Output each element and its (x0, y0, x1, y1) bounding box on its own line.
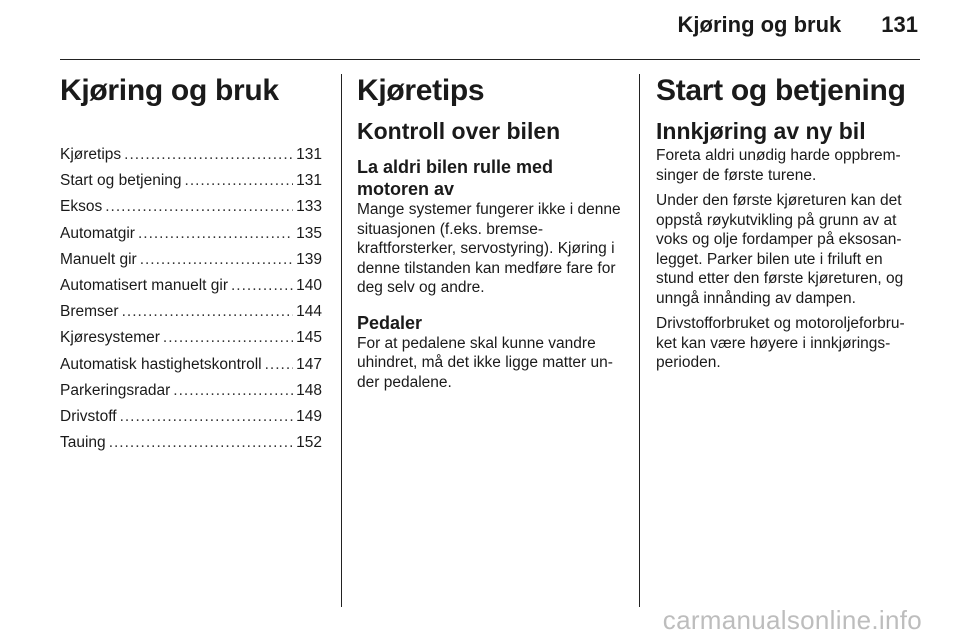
toc-item-page: 131 (296, 172, 322, 190)
toc-leader-dots (173, 378, 293, 404)
toc-item-page: 145 (296, 329, 322, 347)
toc-item[interactable] (60, 194, 322, 220)
toc-item[interactable] (60, 247, 322, 273)
toc-item-title: Kjøretips (60, 146, 122, 163)
toc-item-page: 148 (296, 381, 322, 399)
page-header (678, 12, 918, 38)
toc-item-title: Manuelt gir (60, 250, 137, 268)
toc-leader-dots (105, 194, 293, 220)
toc-item[interactable] (60, 142, 322, 168)
toc-item[interactable] (60, 325, 322, 351)
toc-leader-dots (122, 299, 294, 325)
column-toc (60, 68, 322, 456)
section-title: Kjøretips (357, 74, 485, 107)
header-section-title: Kjøring og bruk (677, 12, 842, 37)
header-page-number: 131 (881, 12, 918, 37)
toc-leader-dots (231, 273, 293, 299)
toc-item-title: Bremser (60, 303, 119, 321)
body-text: Foreta aldri unødig harde oppbrem-singer de første turene. (656, 147, 901, 184)
subsection-heading: Pedaler (357, 312, 423, 333)
toc-item-page: 133 (296, 198, 322, 216)
body-text: Drivstofforbruket og motoroljeforbru-ket kan være høyere i innkjørings-perioden. (656, 315, 905, 371)
table-of-contents (60, 142, 322, 456)
column-start-operation (656, 68, 922, 373)
toc-leader-dots (265, 352, 294, 378)
section-subtitle: Innkjøring av ny bil (656, 118, 866, 144)
toc-item[interactable] (60, 299, 322, 325)
toc-item[interactable] (60, 168, 322, 194)
header-divider (60, 59, 920, 60)
toc-item[interactable] (60, 221, 322, 247)
subsection-heading: La aldri bilen rulle med motoren av (357, 157, 554, 199)
toc-item-title: Automatisert manuelt gir (60, 277, 228, 295)
toc-item-title: Tauing (60, 434, 106, 452)
toc-item-title: Start og betjening (60, 172, 182, 190)
toc-leader-dots (120, 404, 294, 430)
toc-item-title: Kjøresystemer (60, 329, 160, 347)
toc-item-page: 131 (296, 146, 322, 163)
chapter-title: Kjøring og bruk (60, 74, 279, 107)
toc-leader-dots (138, 221, 293, 247)
toc-leader-dots (124, 142, 293, 168)
toc-item[interactable] (60, 378, 322, 404)
toc-item[interactable] (60, 430, 322, 456)
toc-item-title: Automatgir (60, 224, 135, 242)
body-text: For at pedalene skal kunne vandre uhindret, må det ikke ligge matter un-der pedalene. (357, 334, 613, 391)
column-divider-2 (639, 74, 640, 607)
body-text: Under den første kjøreturen kan det oppstå røykutvikling på grunn av at voks og olje fordamper på eksosan-legget. Parker bilen ute i friluft en stund etter den første kjøreturen, og unngå innånding av dampen. (656, 192, 904, 307)
toc-leader-dots (109, 430, 293, 456)
toc-item-page: 140 (296, 277, 322, 295)
toc-item-title: Eksos (60, 198, 103, 216)
toc-item[interactable] (60, 273, 322, 299)
toc-item-page: 152 (296, 434, 322, 452)
toc-item-title: Parkeringsradar (60, 381, 171, 399)
toc-item-page: 135 (296, 224, 322, 242)
toc-item[interactable] (60, 352, 322, 378)
toc-item[interactable] (60, 404, 322, 430)
toc-item-page: 149 (296, 408, 322, 426)
body-text: Mange systemer fungerer ikke i denne situasjonen (f.eks. bremse-kraftforsterker, servostyring). Kjøring i denne tilstanden kan medføre fare for deg selv og andre. (357, 201, 621, 296)
toc-item-title: Drivstoff (60, 408, 117, 426)
column-divider-1 (341, 74, 342, 607)
toc-item-page: 147 (296, 355, 322, 373)
toc-item-page: 144 (296, 303, 322, 321)
section-title: Start og betjening (656, 74, 906, 107)
toc-item-title: Automatisk hastighetskontroll (60, 355, 262, 373)
toc-leader-dots (185, 168, 294, 194)
toc-item-page: 139 (296, 250, 322, 268)
watermark-text: carmanualsonline.info (662, 605, 922, 635)
section-subtitle: Kontroll over bilen (357, 118, 561, 144)
column-driving-tips (357, 68, 623, 392)
toc-leader-dots (140, 247, 293, 273)
toc-leader-dots (163, 325, 293, 351)
